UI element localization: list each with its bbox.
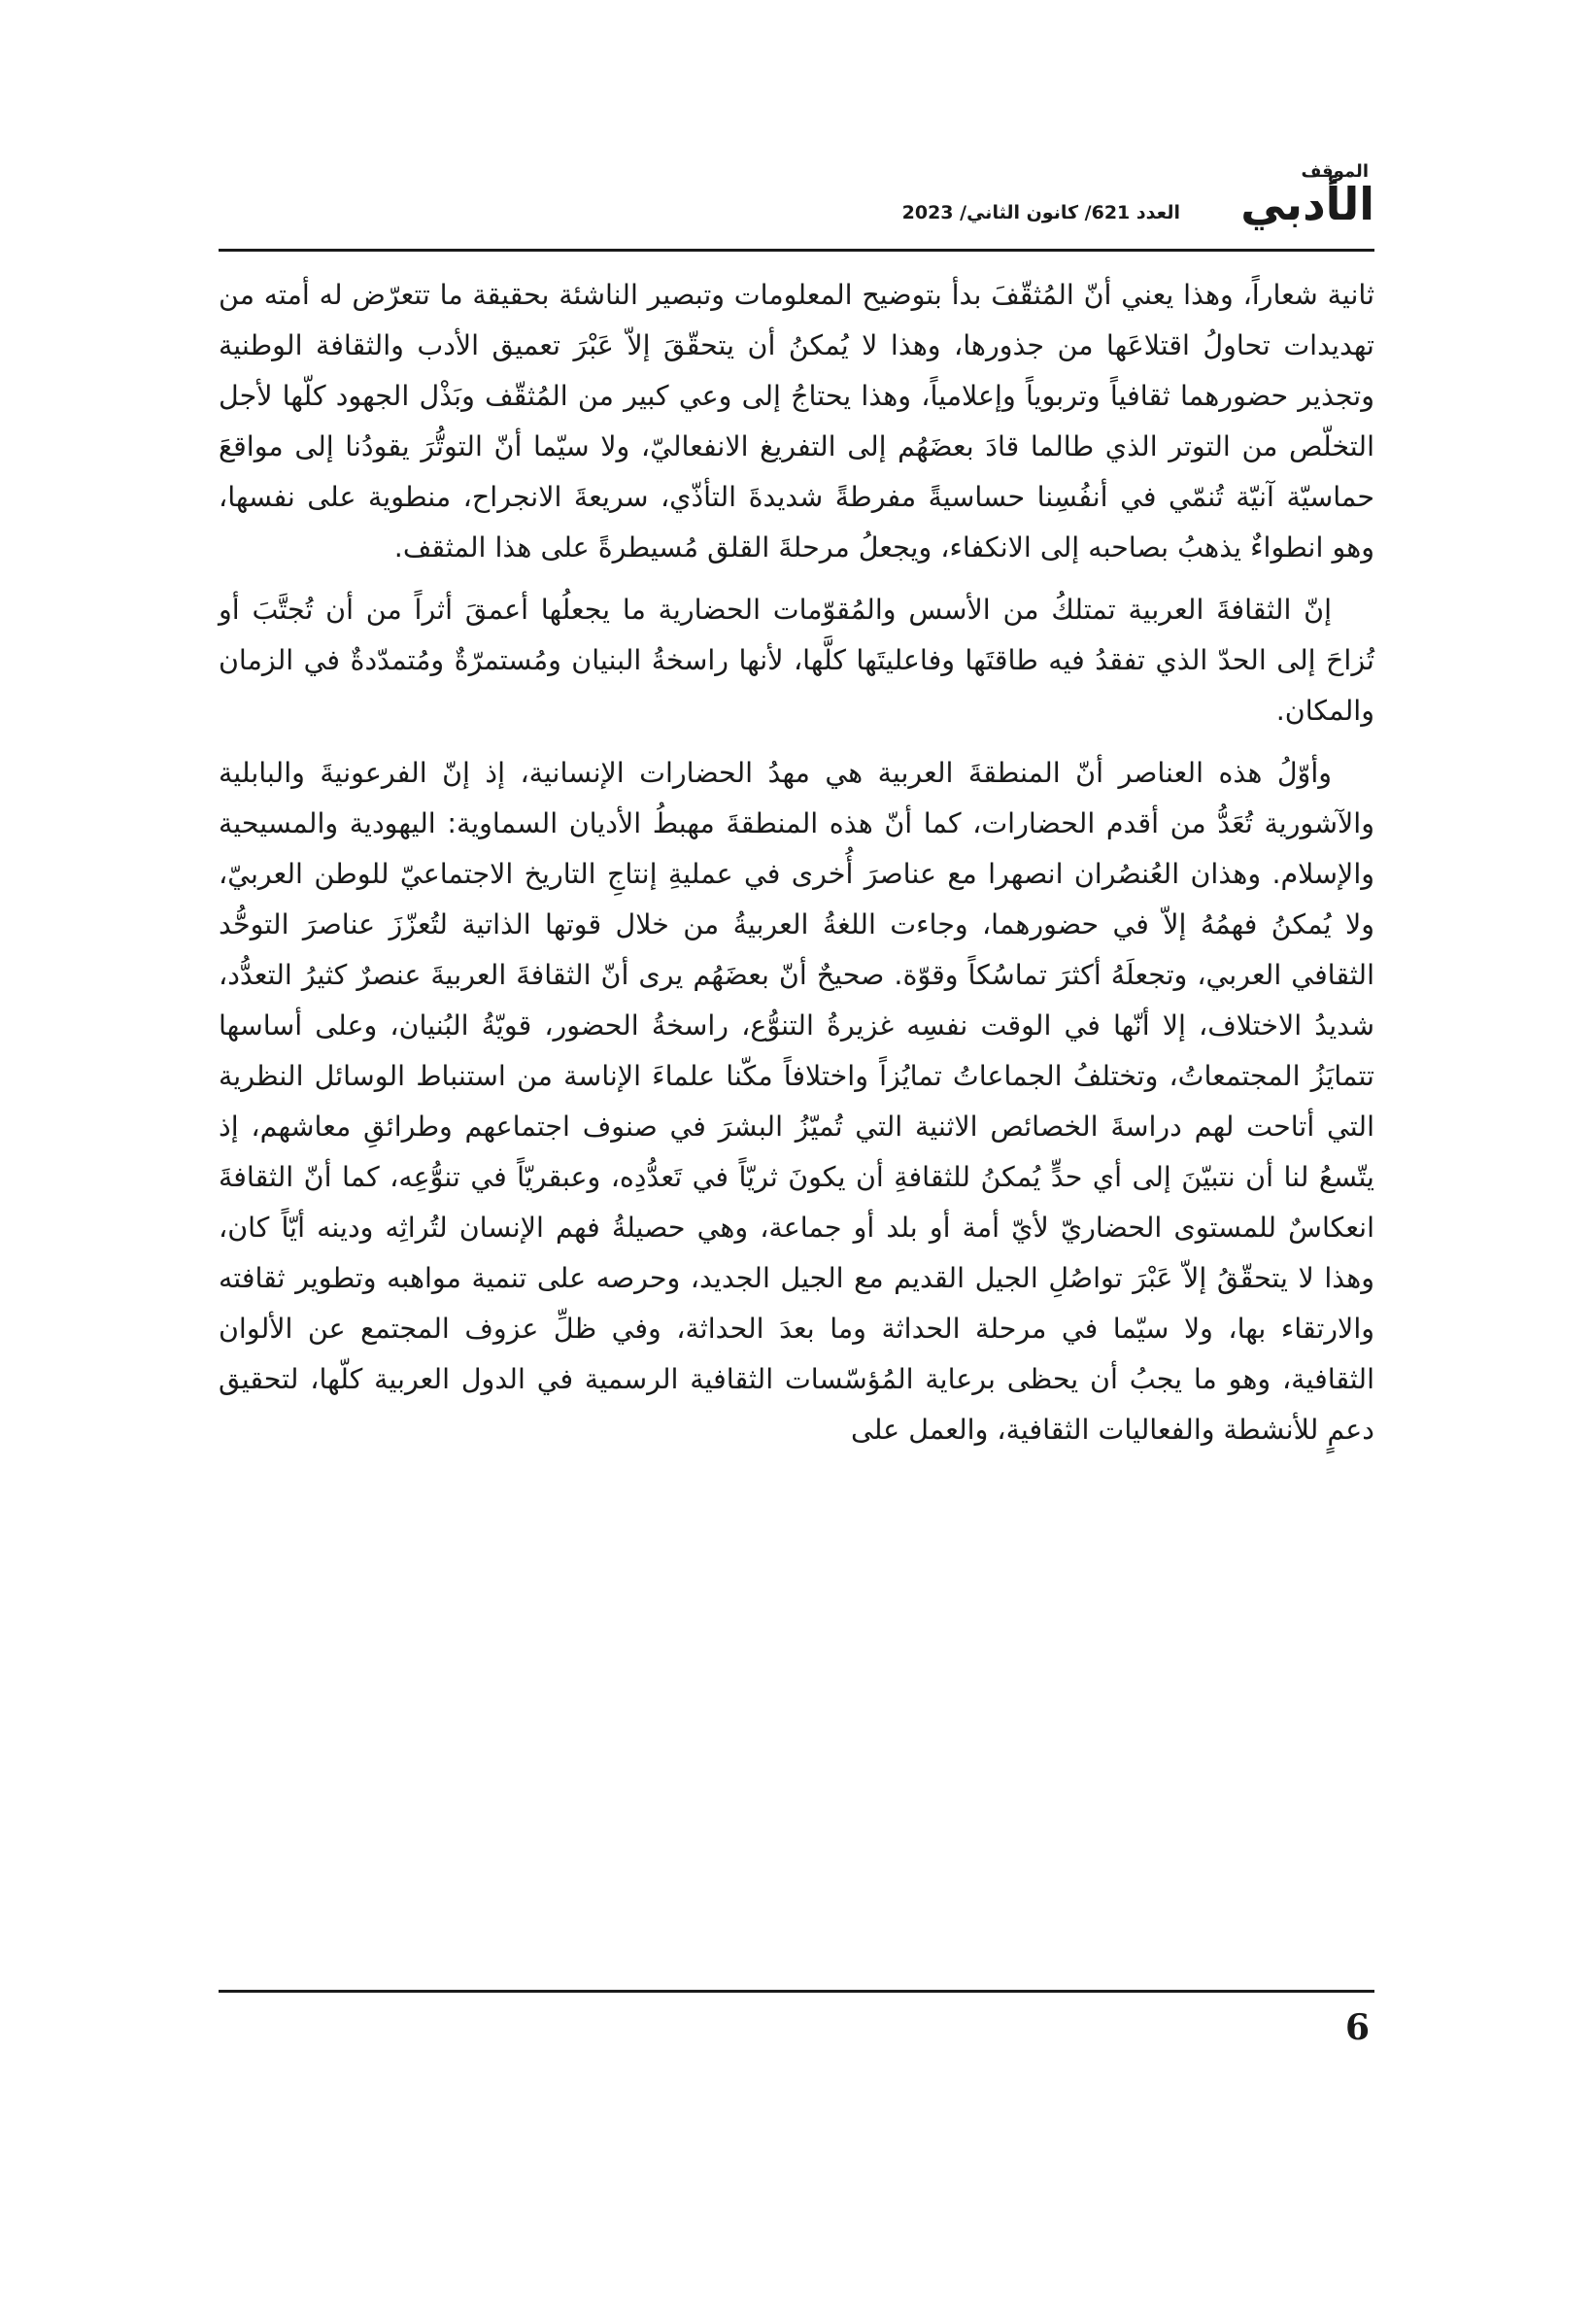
paragraph-2: إنّ الثقافةَ العربية تمتلكُ من الأسس والمُقوّمات الحضارية ما يجعلُها أعمقَ أثراً من أن تُجتَّبَ أو تُزاحَ إلى الحدّ الذي تفقدُ فيه طاقتَها وفاعليتَها كلَّها، لأنها راسخةُ البنيان ومُستمرّةٌ ومُتمدّدةٌ في الزمان والمكان. — [219, 594, 1374, 727]
logo-big-text: الأدبي — [1240, 178, 1374, 230]
header-divider — [219, 249, 1374, 252]
issue-info: العدد 621/ كانون الثاني/ 2023 — [901, 202, 1180, 223]
footer-divider — [219, 1990, 1374, 1993]
magazine-logo — [1224, 161, 1374, 239]
paragraph-3: وأوّلُ هذه العناصر أنّ المنطقةَ العربية هي مهدُ الحضارات الإنسانية، إذ إنّ الفرعونيةَ والبابلية والآشورية تُعَدُّ من أقدم الحضارات، كما أنّ هذه المنطقةَ مهبطُ الأديان السماوية: اليهودية والمسيحية والإسلام. وهذان العُنصُران انصهرا مع عناصرَ أُخرى في عمليةِ إنتاجِ التاريخ الاجتماعيّ للوطن العربيّ، ولا يُمكنُ فهمُهُ إلاّ في حضورهما، وجاءت اللغةُ العربيةُ من خلال قوتها الذاتية لتُعزّزَ عناصرَ التوحُّد الثقافي العربي، وتجعلَهُ أكثرَ تماسُكاً وقوّة. صحيحٌ أنّ بعضَهُم يرى أنّ الثقافةَ العربيةَ عنصرٌ كثيرُ التعدُّد، شديدُ الاختلاف، إلا أنّها في الوقت نفسِه غزيرةُ التنوُّع، راسخةُ الحضور، قويّةُ البُنيان، وعلى أساسها تتمايَزُ المجتمعاتُ، وتختلفُ الجماعاتُ تمايُزاً واختلافاً مكّنا علماءَ الإناسة من استنباط الوسائل النظرية التي أتاحت لهم دراسةَ الخصائص الاثنية التي تُميّزُ البشرَ في صنوف اجتماعهم وطرائقِ معاشهم، إذ يتّسعُ لنا أن نتبيّنَ إلى أي حدٍّ يُمكنُ للثقافةِ أن يكونَ ثريّاً في تَعدُّدِه، وعبقريّاً في تنوُّعِه، كما أنّ الثقافةَ انعكاسٌ للمستوى الحضاريّ لأيّ أمة أو بلد أو جماعة، وهي حصيلةُ فهم الإنسان لتُراثِه ودينه أيّاً كان، وهذا لا يتحقّقُ إلاّ عَبْرَ تواصُلِ الجيل القديم مع الجيل الجديد، وحرصه على تنمية مواهبه وتطوير ثقافته والارتقاء بها، ولا سيّما في مرحلة الحداثة وما بعدَ الحداثة، وفي ظلِّ عزوف المجتمع عن الألوان الثقافية، وهو ما يجبُ أن يحظى برعاية المُؤسّسات الثقافية الرسمية في الدول العربية كلّها، لتحقيق دعمٍ للأنشطة والفعاليات الثقافية، والعمل على — [219, 757, 1374, 1446]
page-number: 6 — [1344, 2007, 1370, 2048]
paragraph-1: ثانية شعاراً، وهذا يعني أنّ المُثقّفَ بدأ بتوضيح المعلومات وتبصير الناشئة بحقيقة ما تتعرّض له أمته من تهديدات تحاولُ اقتلاعَها من جذورها، وهذا لا يُمكنُ أن يتحقّقَ إلاّ عَبْرَ تعميق الأدب والثقافة الوطنية وتجذير حضورهما ثقافياً وتربوياً وإعلامياً، وهذا يحتاجُ إلى وعي كبير من المُثقّف وبَذْل الجهود كلّها لأجل التخلّص من التوتر الذي طالما قادَ بعضَهُم إلى التفريغ الانفعاليّ، ولا سيّما أنّ التوتُّرَ يقودُنا إلى مواقعَ حماسيّة آنيّة تُنمّي في أنفُسِنا حساسيةً مفرطةً شديدةَ التأذّي، سريعةَ الانجراح، منطوية على نفسها، وهو انطواءٌ يذهبُ بصاحبه إلى الانكفاء، ويجعلُ مرحلةَ القلق مُسيطرةً على هذا المثقف. — [219, 279, 1374, 564]
logo-small-text: الموقف — [1301, 161, 1369, 182]
page-header — [219, 155, 1374, 249]
article-body — [219, 270, 1374, 1467]
